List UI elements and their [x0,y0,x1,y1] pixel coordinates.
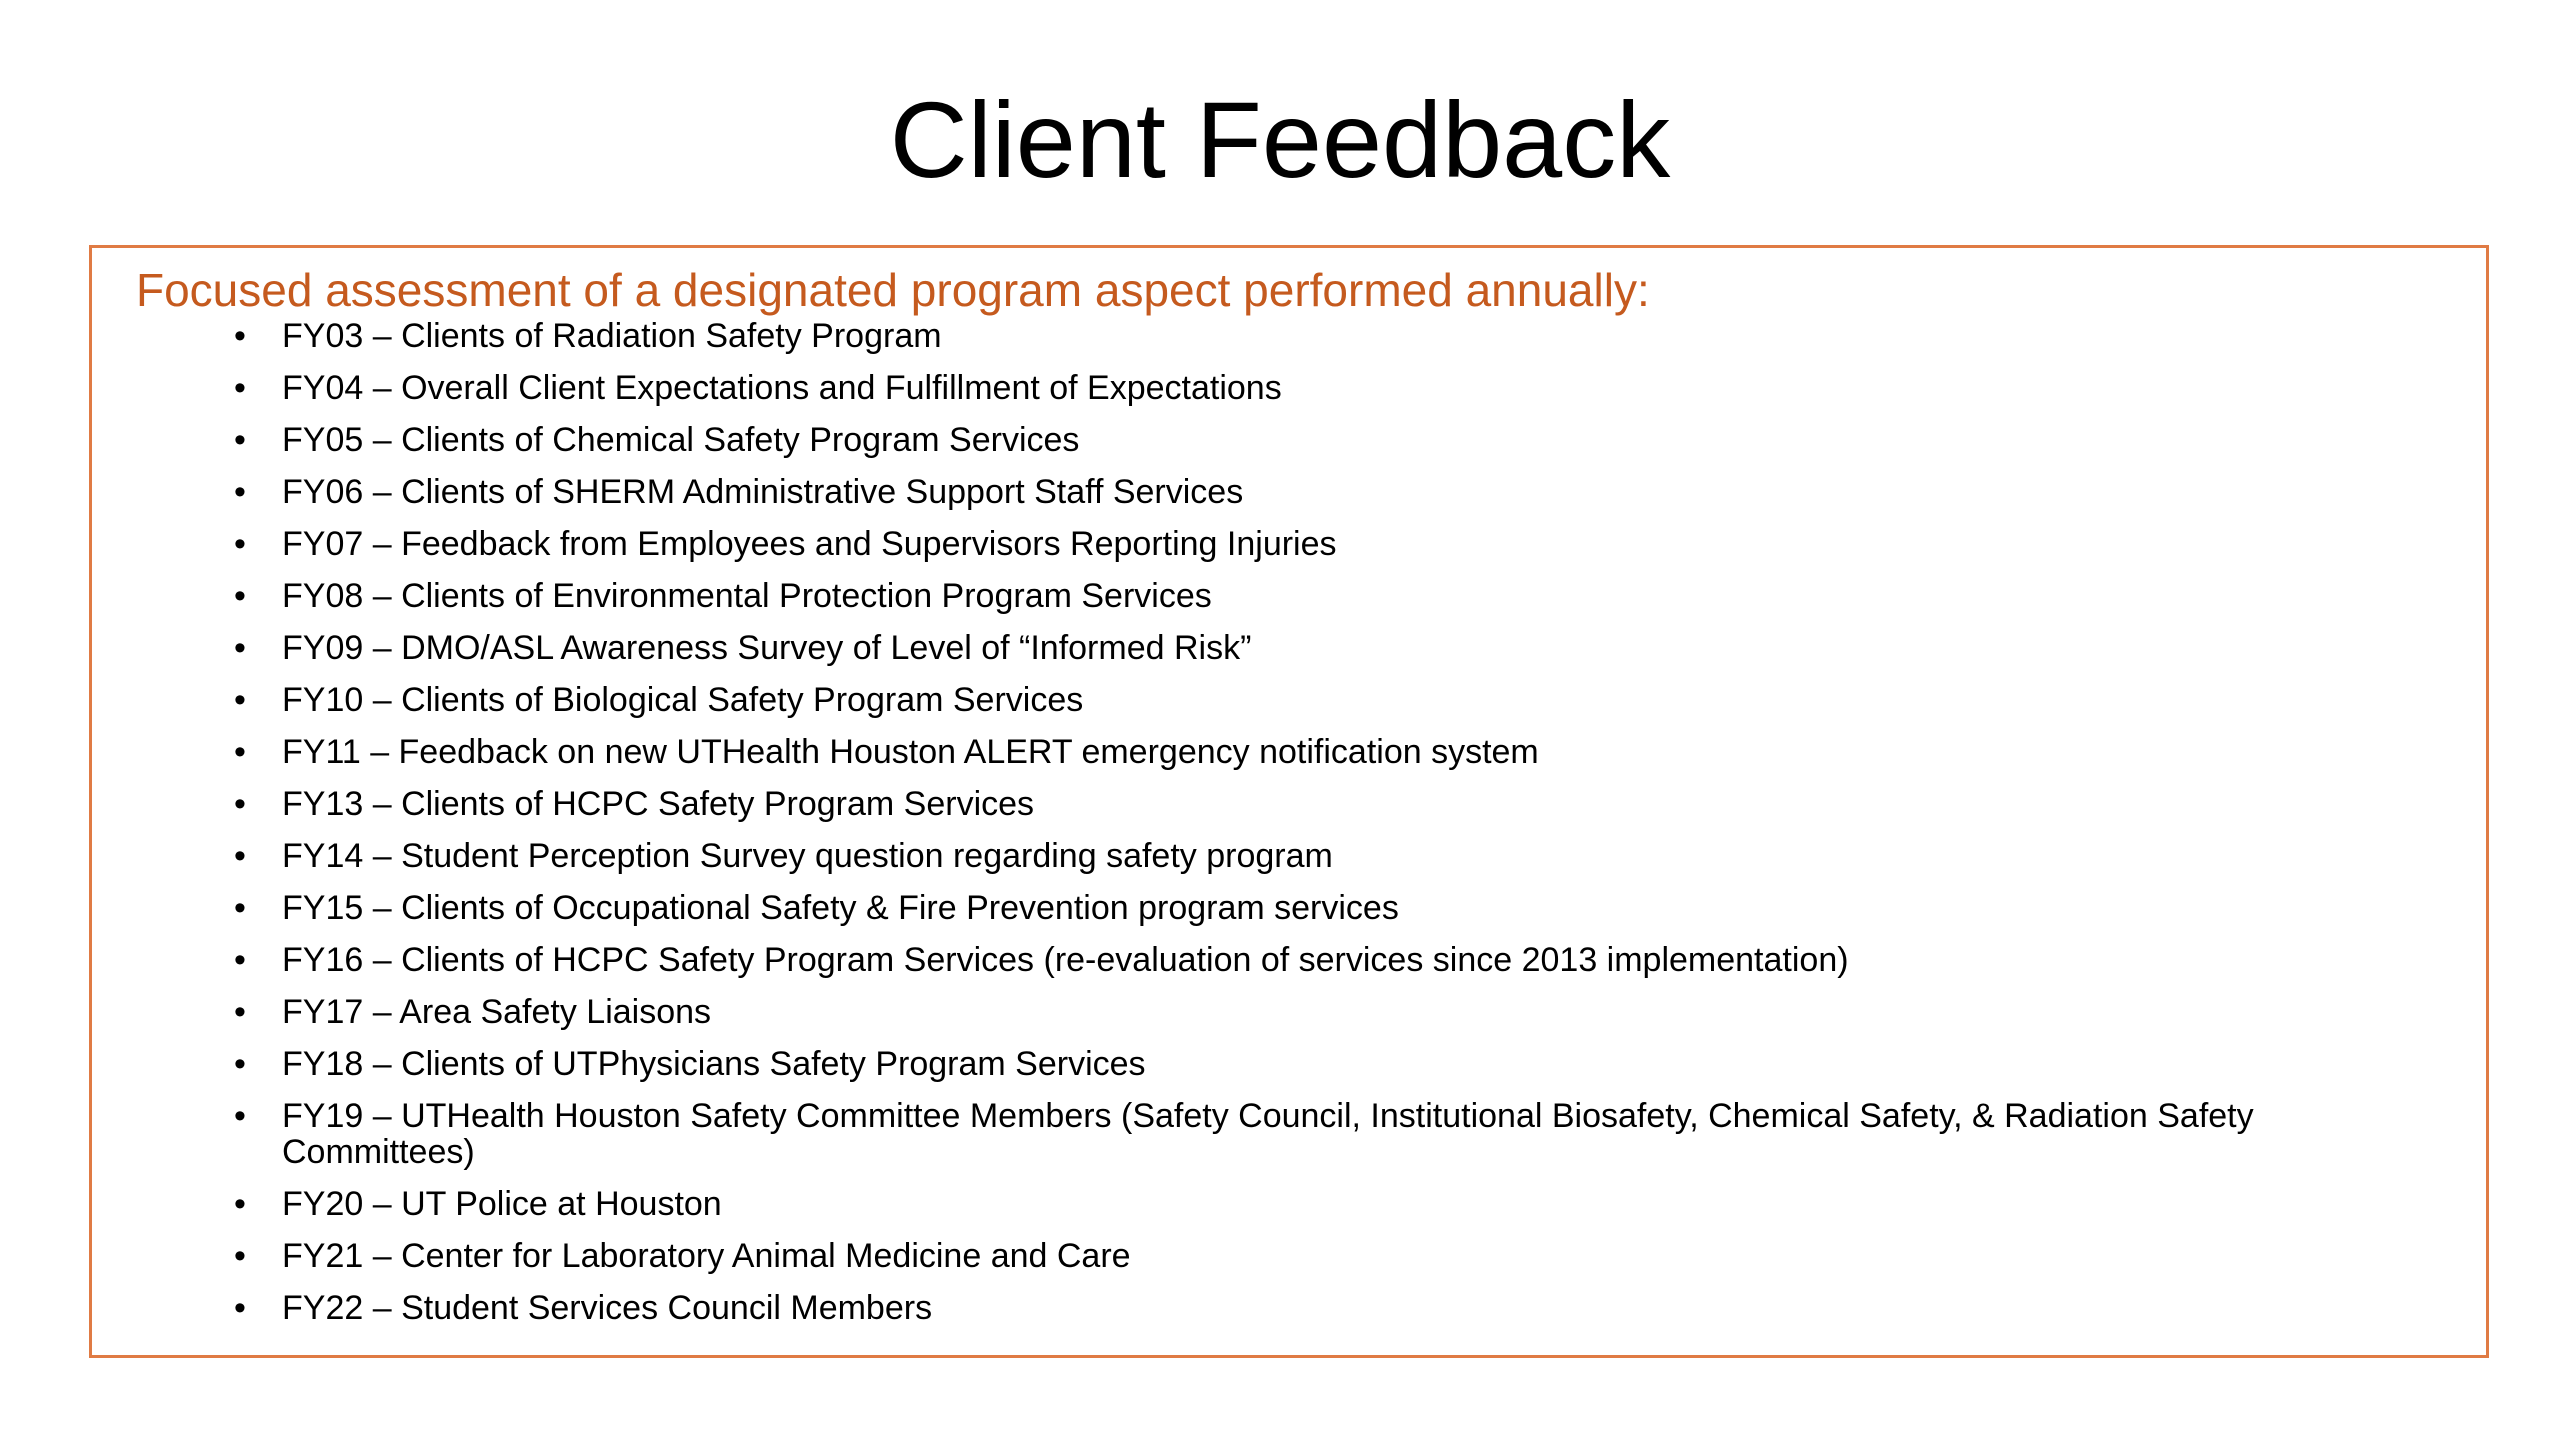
list-item [92,786,2432,838]
list-item [92,1238,2432,1290]
list-item [92,318,2432,370]
slide-title: Client Feedback [889,79,1671,200]
list-item [92,1290,2432,1342]
bullet-icon: • [234,1185,246,1223]
list-item-text: FY21 – Center for Laboratory Animal Medicine and Care [282,1237,1131,1275]
list-item-text: FY20 – UT Police at Houston [282,1185,722,1223]
list-item-text: FY07 – Feedback from Employees and Supervisors Reporting Injuries [282,525,1337,563]
bullet-icon: • [234,629,246,667]
bullet-icon: • [234,473,246,511]
list-item [92,994,2432,1046]
list-item [92,526,2432,578]
list-item-text: FY06 – Clients of SHERM Administrative Support Staff Services [282,473,1244,511]
list-item [92,942,2432,994]
list-item-text: FY09 – DMO/ASL Awareness Survey of Level of “Informed Risk” [282,629,1252,667]
list-item-text: FY13 – Clients of HCPC Safety Program Services [282,785,1035,823]
list-item-text: FY10 – Clients of Biological Safety Program Services [282,681,1084,719]
list-item [92,1046,2432,1098]
list-item-text: FY11 – Feedback on new UTHealth Houston ALERT emergency notification system [282,733,1539,771]
bullet-list [92,318,2432,1342]
bullet-icon: • [234,1097,246,1135]
list-item-text: FY04 – Overall Client Expectations and Fulfillment of Expectations [282,369,1282,407]
list-item [92,474,2432,526]
list-item-text: FY03 – Clients of Radiation Safety Program [282,317,942,355]
list-item [92,838,2432,890]
bullet-icon: • [234,681,246,719]
list-item-text: FY08 – Clients of Environmental Protection Program Services [282,577,1212,615]
bullet-icon: • [234,577,246,615]
bullet-icon: • [234,733,246,771]
list-item [92,630,2432,682]
bullet-icon: • [234,1289,246,1327]
list-item [92,1186,2432,1238]
bullet-icon: • [234,941,246,979]
list-item [92,734,2432,786]
list-item-text: FY18 – Clients of UTPhysicians Safety Program Services [282,1045,1146,1083]
list-item-text: FY17 – Area Safety Liaisons [282,993,712,1031]
list-item [92,682,2432,734]
bullet-icon: • [234,993,246,1031]
bullet-icon: • [234,1045,246,1083]
list-item [92,578,2432,630]
list-item [92,890,2432,942]
bullet-icon: • [234,837,246,875]
list-item-text: FY14 – Student Perception Survey question regarding safety program [282,837,1333,875]
bullet-icon: • [234,785,246,823]
list-item [92,422,2432,474]
bullet-icon: • [234,421,246,459]
bullet-icon: • [234,525,246,563]
list-item [92,370,2432,422]
content-box [89,245,2489,1358]
bullet-icon: • [234,1237,246,1275]
list-item [92,1098,2432,1186]
list-item-text: FY15 – Clients of Occupational Safety & Fire Prevention program services [282,889,1399,927]
bullet-icon: • [234,317,246,355]
list-item-text: FY22 – Student Services Council Members [282,1289,933,1327]
list-item-text: FY16 – Clients of HCPC Safety Program Services (re-evaluation of services since 2013 implementation) [282,941,1849,979]
list-item-text: FY19 – UTHealth Houston Safety Committee Members (Safety Council, Institutional Biosafety, Chemical Safety, & Radiation Safety Committees) [282,1097,2254,1171]
bullet-icon: • [234,889,246,927]
bullet-icon: • [234,369,246,407]
box-heading: Focused assessment of a designated program aspect performed annually: [136,264,1650,316]
list-item-text: FY05 – Clients of Chemical Safety Program Services [282,421,1080,459]
